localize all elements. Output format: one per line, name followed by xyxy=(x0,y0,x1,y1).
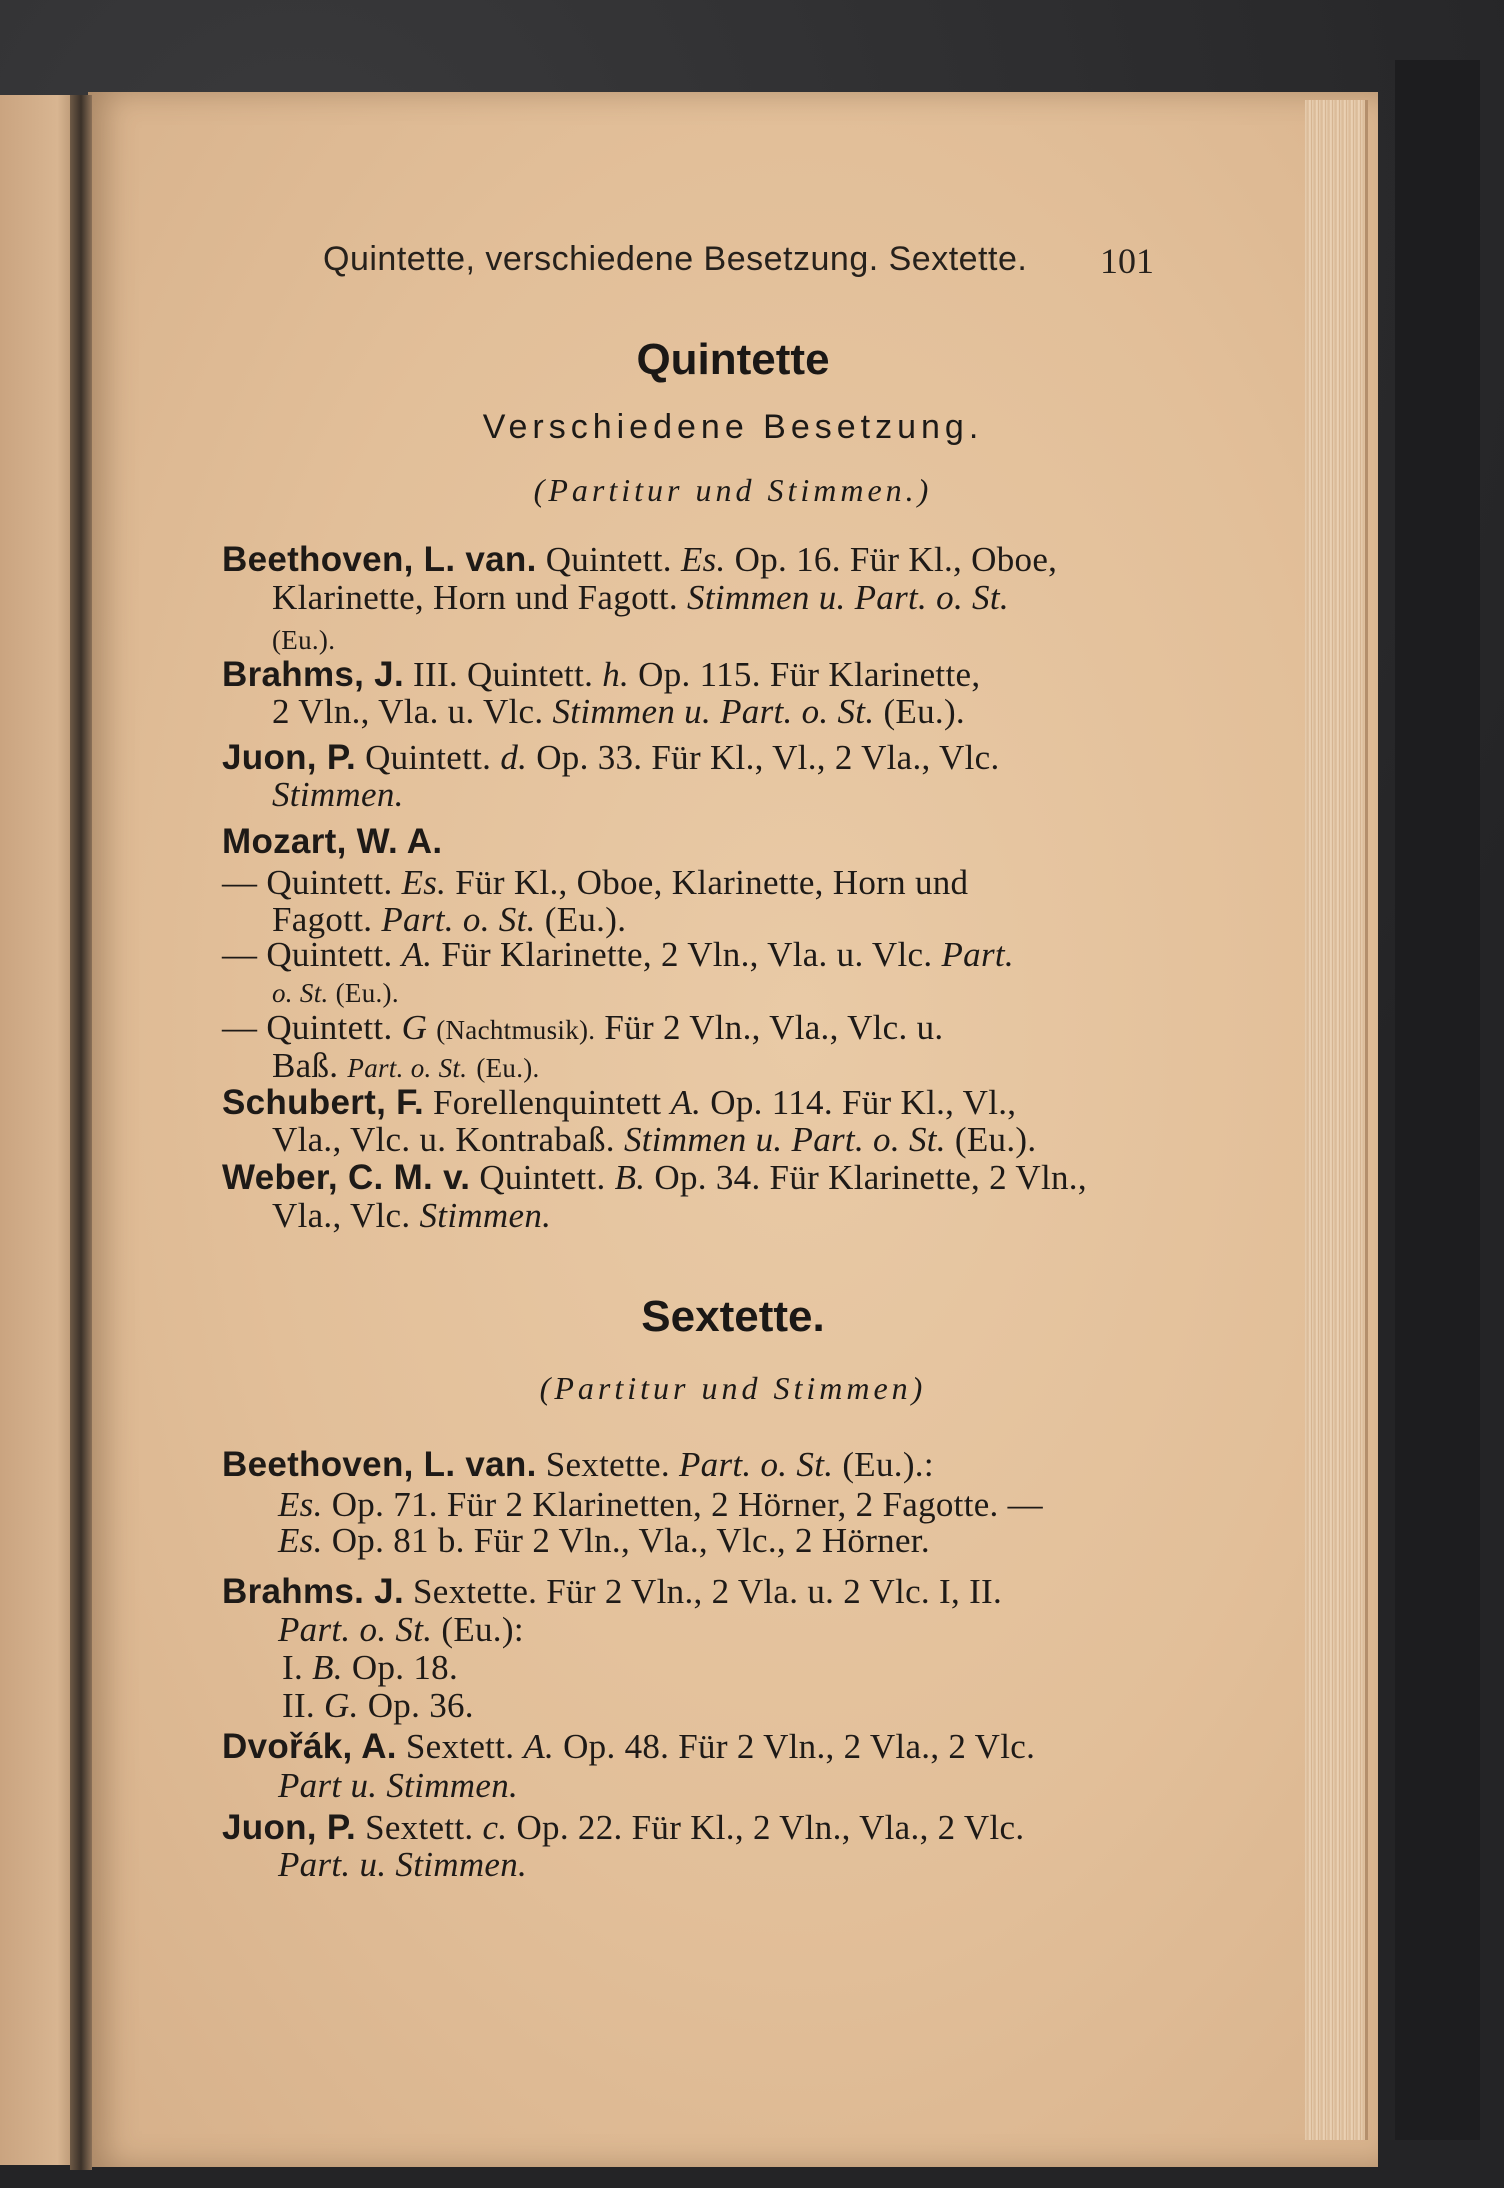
section-title-sextette: Sextette. xyxy=(641,1292,825,1341)
entry-schubert: Schubert, F. Forellenquintett A. Op. 114. Für Kl., Vl., xyxy=(222,1083,1017,1122)
composer-name: Dvořák, A. xyxy=(222,1727,397,1766)
entry-line: Part u. Stimmen. xyxy=(278,1766,519,1805)
composer-name: Juon, P. xyxy=(222,738,357,777)
composer-name: Juon, P. xyxy=(222,1808,357,1847)
composer-name: Beethoven, L. van. xyxy=(222,1445,537,1484)
entry-line: Baß. Part. o. St. (Eu.). xyxy=(272,1046,540,1085)
entry-line: Vla., Vlc. Stimmen. xyxy=(272,1196,552,1235)
running-header: Quintette, verschiedene Besetzung. Sextette. xyxy=(323,240,1028,278)
entry-line: Part. u. Stimmen. xyxy=(278,1845,528,1884)
entry-mozart-quintett-g: — Quintett. G (Nachtmusik). Für 2 Vln., Vla., Vlc. u. xyxy=(222,1008,944,1047)
composer-name: Brahms, J. xyxy=(222,655,404,694)
entry-line: I. B. Op. 18. xyxy=(282,1648,459,1687)
section-note: (Partitur und Stimmen) xyxy=(539,1370,927,1406)
entry-beethoven-sextette: Beethoven, L. van. Sextette. Part. o. St. (Eu.).: xyxy=(222,1445,934,1484)
entry-mozart-quintett-a: — Quintett. A. Für Klarinette, 2 Vln., Vla. u. Vlc. Part. xyxy=(222,935,1014,974)
entry-line: Vla., Vlc. u. Kontrabaß. Stimmen u. Part. o. St. (Eu.). xyxy=(272,1120,1037,1159)
section-note: (Partitur und Stimmen.) xyxy=(533,472,933,508)
entry-weber: Weber, C. M. v. Quintett. B. Op. 34. Für Klarinette, 2 Vln., xyxy=(222,1158,1087,1197)
entry-line: II. G. Op. 36. xyxy=(282,1686,474,1725)
entry-brahms-sextette: Brahms. J. Sextette. Für 2 Vln., 2 Vla. u. 2 Vlc. I, II. xyxy=(222,1572,1003,1611)
entry-juon-quintett: Juon, P. Quintett. d. Op. 33. Für Kl., Vl., 2 Vla., Vlc. xyxy=(222,738,1000,777)
section-subtitle: Verschiedene Besetzung. xyxy=(482,408,984,446)
entry-line: Es. Op. 71. Für 2 Klarinetten, 2 Hörner, 2 Fagotte. — xyxy=(278,1485,1043,1524)
composer-name: Weber, C. M. v. xyxy=(222,1158,471,1197)
entry-line: Klarinette, Horn und Fagott. Stimmen u. Part. o. St. xyxy=(272,578,1009,617)
entry-line: (Eu.). xyxy=(272,625,336,655)
entry-mozart-quintett-es: — Quintett. Es. Für Kl., Oboe, Klarinette, Horn und xyxy=(222,863,969,902)
composer-name: Brahms. J. xyxy=(222,1572,404,1611)
entry-line: Part. o. St. (Eu.): xyxy=(278,1610,524,1649)
composer-name: Beethoven, L. van. xyxy=(222,540,537,579)
entry-line: Es. Op. 81 b. Für 2 Vln., Vla., Vlc., 2 Hörner. xyxy=(278,1521,930,1560)
entry-beethoven-quintett: Beethoven, L. van. Quintett. Es. Op. 16. Für Kl., Oboe, xyxy=(222,540,1058,579)
entry-juon-sextett: Juon, P. Sextett. c. Op. 22. Für Kl., 2 Vln., Vla., 2 Vlc. xyxy=(222,1808,1025,1847)
section-title-quintette: Quintette xyxy=(636,335,830,384)
entry-line: Stimmen. xyxy=(272,775,404,814)
entry-line: o. St. (Eu.). xyxy=(272,978,399,1008)
page-number: 101 xyxy=(1100,241,1154,281)
entry-line: Fagott. Part. o. St. (Eu.). xyxy=(272,900,627,939)
entry-line: 2 Vln., Vla. u. Vlc. Stimmen u. Part. o. St. (Eu.). xyxy=(272,692,965,731)
entry-brahms-quintett: Brahms, J. III. Quintett. h. Op. 115. Für Klarinette, xyxy=(222,655,981,694)
entry-dvorak: Dvořák, A. Sextett. A. Op. 48. Für 2 Vln., 2 Vla., 2 Vlc. xyxy=(222,1727,1036,1766)
composer-name-mozart: Mozart, W. A. xyxy=(222,822,443,861)
composer-name: Schubert, F. xyxy=(222,1083,424,1122)
